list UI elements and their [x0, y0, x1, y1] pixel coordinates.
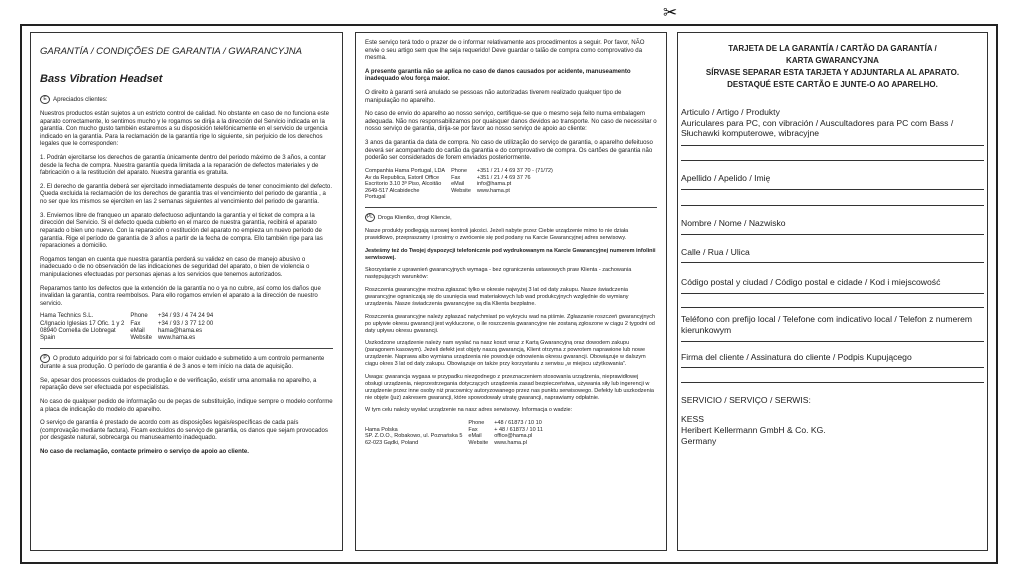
pt-paragraph: Se, apesar dos processos cuidados de produção e de verificação, existir uma anomalia no aparelho, a reparação deve ser efectuada por especialistas. [40, 376, 317, 392]
service-line: Heribert Kellermann GmbH & Co. KG. [681, 424, 826, 435]
scissors-icon: ✂ [663, 3, 678, 22]
pt-paragraph: O direito à garanti será anulado se pessoas não autorizadas tiverem realizado qualquer tipo de manipulação no aparelho. [365, 89, 622, 104]
field-name: Nombre / Nome / Nazwisko [681, 217, 786, 228]
pl-paragraph: Uszkodzone urządzenie należy nam wysłać na nasz koszt wraz z Kartą Gwarancyjną oraz dowodem zakupu (paragonem kasowym). Jeżeli defekt jest objęty naszą gwarancją, Klient otrzyma z powrotem naprawione lub nowe urządzenie. Naprawa albo wymiana urządzenia nie powoduje odnowienia okresu gwarancji. Obowiązuje w dalszym ciągu okres 3 lat od daty zakupu. Obowiązuje on także przy korzystaniu z serwisu „w miejscu użytkowania”. [365, 340, 646, 368]
article-label: Articulo / Artigo / Produkty [681, 107, 780, 117]
service-line: Germany [681, 435, 717, 446]
pt-paragraph: O produto adquirido por si foi fabricado com o maior cuidado e submetido a um controlo permanente durante a sua produção. O período de garantia é de 3 anos e tem início na data de aquisição. [40, 355, 325, 371]
pl-paragraph: Uwaga: gwarancja wygasa w przypadku niezgodnego z przeznaczeniem stosowania urządzenia, nieprawidłowej obsługi urządzenia, nieprzestrzegania dotyczących urządzenia zasad bezpieczeństwa, używania siły lub ingerencji w urządzenie przez inne osoby niż pracownicy autoryzowanego przez nas punktu serwisowego. Defekty lub uszkodzenia nie objęte (już) zakresem gwarancji, które spowodowały utratę gwarancji, naprawiamy odpłatnie. [365, 373, 654, 401]
pl-paragraph: W tym celu należy wysłać urządzenie na nasz adres serwisowy. Informacja o wadzie: [365, 407, 573, 414]
pl-address-table: Phone +48 / 61873 / 10 10 Hama Polska Fax + 48 / 61873 / 10 11 SP. Z.O.O., Robakowo, ul. Poznańska 5 eMail office@hama.pl 62-023 Gądki, Poland Website www.hama.pl [365, 420, 543, 447]
language-badge-pl: PL [366, 213, 374, 220]
pt-paragraph: 3 anos da garantia da data de compra. No caso de utilização do serviço de garantia, o aparelho defeituoso deverá ser acompanhado do cartão da garantia e do comprovativo de compra. Os cartões de garantia não poderão ser considerados de forem enviados posteriormente. [365, 139, 653, 162]
article-value: Auriculares para PC, con vibración / Auscultadores para PC com Bass / Słuchawki komputerowe, wibracyjne [681, 117, 954, 139]
service-label: SERVICIO / SERVIÇO / SERWIS: [681, 395, 811, 406]
pl-paragraph: Roszczenia gwarancyjne należy zgłaszać natychmiast po wykryciu wad na piśmie. Zgłaszanie roszczeń gwarancyjnych po upływie okresu gwarancji jest wykluczone, o ile roszczenia gwarancyjne nie zostaną zgłoszone w ciągu 2 tygodni od daty upływu okresu gwarancji. [365, 313, 656, 334]
es-address-table: Hama Technics S.L. Phone +34 / 93 / 4 74 24 94 C/Ignacio Iglesias 17 Ofic. 1 y 2 Fax +34 / 93 / 3 77 12 00 08940 Cornella de Llobregat eMail hama@hama.es Spain Website www.hama.es [40, 313, 214, 341]
es-paragraph: Nuestros productos están sujetos a un estricto control de calidad. No obstante en caso de no funciona este aparato correctamente, lo sentimos mucho y le rogamos se dirija a la dirección del Servicio indicada en la garantía. Con mucho gusto también estaremos a su disposición telefónicamente en el servicio de urgencia indicado en la garantía. Para la reclamación de la garantía rige lo siguiente, sin perjuicio de los derechos legales que le corresponden: [40, 110, 329, 148]
es-paragraph: Reparamos tanto los defectos que la extención de la garantía no o ya no cubre, así como los daños que invalidan la garantía, contra reembolsos. Para ello rogamos envíen el aparato a la dirección de nuestro servicio. [40, 284, 321, 307]
product-name: Bass Vibration Headset [40, 73, 163, 85]
pl-paragraph: Nasze produkty podlegają surowej kontroli jakości. Jeżeli nabyte przez Ciebie urządzenie mimo to nie działa prawidłowo, przepraszamy i prosimy o zwrócenie się pod podany na Karcie Gwarancyjnej adres serwisowy. [365, 227, 629, 241]
pl-paragraph: Skorzystanie z uprawnień gwarancyjnych wymaga - bez ograniczenia ustawowych praw Klienta - zachowania następujących warunków: [365, 267, 632, 281]
field-signature: Firma del cliente / Assinatura do cliente / Podpis Kupującego [681, 351, 912, 362]
es-paragraph: 1. Podrán ejercitarse los derechos de garantía únicamente dentro del periodo máximo de 3 años, a contar desde la fecha de compra. Nuestra garantía queda limitada a la reparación de defectos materiales y de fabricación o a la restitución del aparato. Nuestra garantía es gratuita. [40, 154, 326, 177]
es-paragraph: 2. El derecho de garantía deberá ser ejercitado inmediatamente después de tener conocimiento del defecto. Queda excluida la reclamación de los derechos de garantía tras el vencimiento del periodo de garantía , a no ser que los mismos se ejerciten en las 2 semanas siguientes al vencimiento del periodo de garantía. [40, 182, 333, 206]
es-paragraph: 3. Enviemos libre de franqueo un aparato defectuoso adjuntando la garantía y el ticket de compra a la dirección del Servicio. Si el defecto queda cubierto en el marco de nuestra garantía, recibirá el aparato reparado o bien uno nuevo. Con la reparación o restitución del aparato no empieza un nuevo período de garantía. Rige el período de garantía de 3 años a partir de la fecha de compra. Ello también rige para las reparaciones a domicilio. [40, 211, 323, 250]
warranty-heading: GARANTÍA / CONDIÇÕES DE GARANTIA / GWARANCYJNA [40, 46, 302, 57]
language-badge-pt: P [40, 354, 50, 363]
es-greeting: Apreciados clientes: [53, 96, 108, 104]
pl-paragraph: Jesteśmy też do Twojej dyspozycji telefonicznie pod wydrukowanym na Karcie Gwarancyjnej numerem infolinii serwisowej. [365, 247, 656, 261]
pl-paragraph: Roszczenia gwarancyjne można zgłaszać tylko w okresie najwyżej 3 lat od daty zakupu. Nasze świadczenia gwarancyjne ograniczają się do usunięcia wad materiałowych lub wad produkcyjnych względnie do wymiany urządzenia. Nasze świadczenia gwarancyjne są dla Klienta bezpłatne. [365, 287, 629, 307]
pt-address-table: Companhia Hama Portugal, LDA Phone +351 / 21 / 4 69 37 70 - (71/72) Av da Republica, Estoril Office Fax +351 / 21 / 4 69 37 76 Escritorio 3.10 3º Piso, Alcoitão eMail info@hama.pt 2649-517 Alcabideche Website www.hama.pt Portugal [365, 167, 553, 201]
service-line: KESS [681, 414, 704, 425]
divider [365, 207, 657, 208]
pt-paragraph: O serviço de garantia é prestado de acordo com as disposições legais/específicas de cada país (comprovação mediante factura). Ficam excluídos do serviço de garantia, os danos que sejam provocados por desgaste natural, sobrecarga ou manuseamento inadequado. [40, 419, 328, 442]
field-phone: Teléfono con prefijo local / Telefone com indicativo local / Telefon z numerem kierunkowym [681, 314, 973, 335]
warranty-panel-middle [355, 32, 667, 551]
pt-paragraph: No caso de envio do aparelho ao nosso serviço, certifique-se que o mesmo seja feito numa embalagem adequada. Não nos responsabilizamos por quaisquer danos devidos ao transporte. No caso de necessitar o nosso serviço de garantia, dirija-se por favor ao nosso serviço de apoio ao cliente: [365, 110, 657, 133]
pl-greeting: Droga Klientko, drogi Kliencie, [378, 214, 452, 221]
field-surname: Apellido / Apelido / Imię [681, 173, 771, 184]
pt-paragraph: Este serviço terá todo o prazer de o informar relativamente aos procedimentos a seguir. Por favor, NÃO envie o seu artigo sem que lhe seja requerido! Deve guardar o talão de compra como comprovativo da mesma. [365, 39, 645, 62]
pt-paragraph: A presente garantia não se aplica no caso de danos causados por acidente, manuseamento inadequado e/ou força maior. [365, 67, 631, 83]
field-postal-city: Código postal y ciudad / Código postal e cidade / Kod i miejscowość [681, 277, 941, 288]
language-badge-es: E [40, 95, 50, 104]
field-street: Calle / Rua / Ulica [681, 246, 750, 257]
pt-contact-note: No caso de reclamação, contacte primeiro o serviço de apoio ao cliente. [40, 448, 249, 456]
warranty-card [677, 32, 988, 551]
es-paragraph: Rogamos tengan en cuenta que nuestra garantía perderá su validez en caso de manejo abusivo o inadecuado o de no observación de las indicaciones de seguridad del aparato, o bien de violencia o manipulaciones efectuadas por personas ajenas a los servicios que tenemos autorizados. [40, 255, 310, 278]
card-heading: TARJETA DE LA GARANTÍA / CARTÃO DA GARANTÍA / KARTA GWARANCYJNA SÍRVASE SEPARAR ESTA TARJETA Y ADJUNTARLA AL APARATO. DESTAQUÉ ESTE CARTÃO E JUNTE-O AO APARELHO. [705, 44, 960, 89]
warranty-panel-left [30, 32, 343, 551]
pt-paragraph: No caso de qualquer pedido de informação ou de peças de substituição, indique sempre o modelo conforme a placa de indicação do modelo do aparelho. [40, 397, 333, 413]
divider [40, 348, 333, 349]
